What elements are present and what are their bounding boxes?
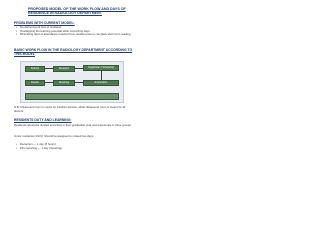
list-item: • Film reporting — 1 day (reporting). bbox=[16, 147, 134, 151]
section-heading-workflow: BASIC WORK FLOW IN THE RADIOLOGY DEPARTMENT ACCORDING TO THIS MODEL bbox=[14, 48, 133, 56]
section-heading-residents: RESIDENTS DUTY AND LEARNING: bbox=[14, 118, 72, 122]
diagram-box-results: Results bbox=[25, 80, 45, 86]
diagram-box-reception: Reception bbox=[53, 66, 75, 72]
list-item: • Reception — 1 day (8 hours). bbox=[16, 143, 134, 147]
diagram-arrow bbox=[75, 68, 83, 69]
diagram-arrow bbox=[45, 68, 53, 69]
diagram-footer-bar bbox=[25, 93, 119, 100]
diagram-box-examination: Examination bbox=[83, 80, 119, 86]
junior-residents-label: Junior residents (1/2/3): Should be assigned to rotated two days: bbox=[14, 134, 94, 138]
document-page bbox=[0, 0, 149, 198]
diagram-box-referral: Referral bbox=[25, 66, 45, 72]
junior-duties-list bbox=[16, 143, 134, 150]
residents-paragraph: Residents should be divided according to their graduation year and experience in three groups: bbox=[14, 123, 132, 127]
list-item: • No defined work flow of residents. bbox=[16, 26, 134, 30]
diagram-box-registration: Registration / Scheduling bbox=[83, 65, 119, 71]
diagram-arrow bbox=[101, 71, 102, 80]
workflow-diagram bbox=[20, 61, 124, 103]
list-item: • Overlapping the learning potential while minimizing days. bbox=[16, 30, 134, 34]
workflow-note: N.B: Ultrasound room is meant for Fertilize division, while Ultrasound room is meant for all doctors. bbox=[14, 105, 126, 113]
list-item: • Minimizing days of attendance required from resident plus to complete short term reading. bbox=[16, 33, 134, 37]
problems-list bbox=[16, 26, 134, 37]
diagram-arrow bbox=[75, 82, 83, 83]
diagram-box-reporting: Reporting bbox=[53, 80, 75, 86]
section-heading-problems: PROBLEMS WITH CURRENT MODEL: bbox=[14, 21, 75, 25]
diagram-arrow bbox=[45, 82, 53, 83]
page-title: PROPOSED MODEL OF THE WORK FLOW AND DAYS OF RESIDENCE IN RADIOLOGY DEPARTMENT bbox=[28, 7, 126, 16]
